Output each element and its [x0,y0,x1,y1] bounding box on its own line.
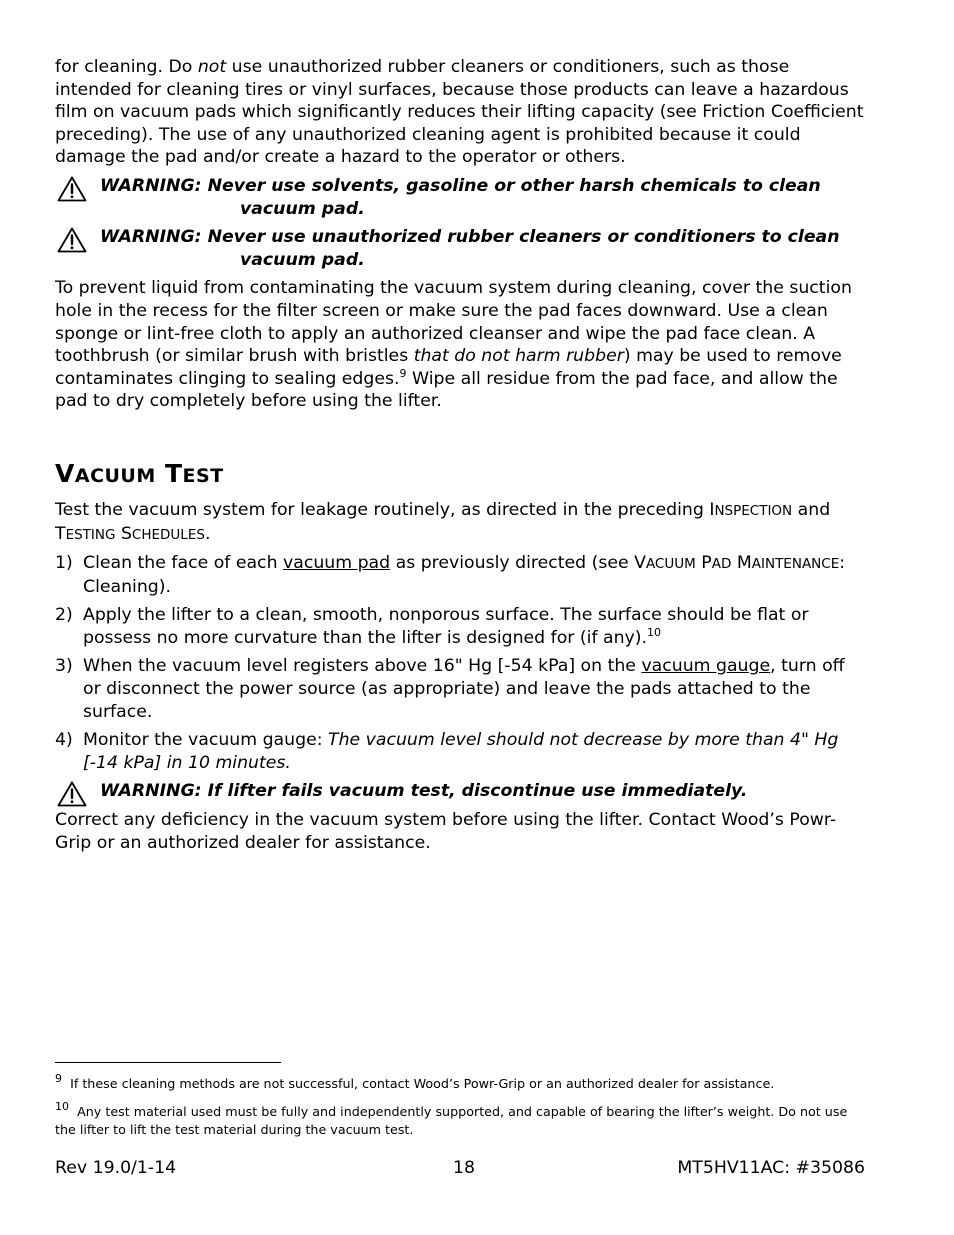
vacuum-pad-link[interactable]: vacuum pad [283,553,391,574]
intro-paragraph: for cleaning. Do not use unauthorized rubber cleaners or conditioners, such as those intended for cleaning tires or vinyl surfaces, because those products can leave a hazardous film on vacuum pads which significantly reduces their lifting capacity (see Friction Coefficient preceding). The use of any unauthorized cleaning agent is prohibited because it could damage the pad and/or create a hazard to the operator or others. [55,57,864,168]
page-number: 18 [453,1158,475,1178]
footnote-9: $^9$ If these cleaning methods are not successful, contact Wood’s Powr-Grip or an authorized dealer for assistance. [55,1072,775,1091]
list-item: 4) Monitor the vacuum gauge: The vacuum level should not decrease by more than 4" Hg [-14 kPa] in 10 minutes. [55,730,839,773]
test-steps-list [55,552,865,774]
warning-triangle-icon [57,781,87,807]
warning-triangle-icon [57,227,87,253]
cleaning-procedure-paragraph: To prevent liquid from contaminating the vacuum system during cleaning, cover the suction hole in the recess for the filter screen or make sure the pad faces downward. Use a clean sponge or lint-free cloth to apply an authorized cleanser and wipe the pad face clean. A toothbrush (or similar brush with bristles that do not harm rubber) may be used to remove contaminates clinging to sealing edges.$^9$ Wipe all residue from the pad face, and allow the pad to dry completely before using the lifter. [55,278,852,412]
model-number: MT5HV11AC: #35086 [677,1158,865,1178]
footnote-divider [55,1062,281,1063]
closing-paragraph: Correct any deficiency in the vacuum system before using the lifter. Contact Wood’s Powr-Grip or an authorized dealer for assistance. [55,810,837,853]
section-intro: Test the vacuum system for leakage routinely, as directed in the preceding INSPECTION and TESTING SCHEDULES. [55,499,831,544]
warning-vacuum-test-fail: WARNING: If lifter fails vacuum test, discontinue use immediately. [55,780,865,803]
warning-solvents: WARNING: Never use solvents, gasoline or other harsh chemicals to clean vacuum pad. [55,175,865,220]
revision-label: Rev 19.0/1-14 [55,1158,177,1178]
list-item: 3) When the vacuum level registers above 16" Hg [-54 kPa] on the vacuum gauge, turn off or disconnect the power source (as appropriate) and leave the pads attached to the surface. [55,656,845,722]
warning-rubber-cleaners: WARNING: Never use unauthorized rubber cleaners or conditioners to clean vacuum pad. [55,226,865,271]
section-title-vacuum-test: VACUUM TEST [55,458,224,488]
page-body [55,56,865,854]
list-item: 1) Clean the face of each vacuum pad as previously directed (see VACUUM PAD MAINTENANCE: Cleaning). [55,553,846,597]
footnote-ref-10[interactable]: 10 [647,625,662,639]
list-item: 2) Apply the lifter to a clean, smooth, nonporous surface. The surface should be flat or possess no more curvature than the lifter is designed for (if any).$^{10}$ [55,605,809,648]
footnote-ref-9[interactable]: 9 [399,366,407,380]
vacuum-gauge-link[interactable]: vacuum gauge [641,656,771,677]
warning-triangle-icon [57,176,87,202]
footnote-10: $^{10}$ Any test material used must be fully and independently supported, and capable of bearing the lifter’s weight. Do not use the lifter to lift the test material during the vacuum test. [55,1100,848,1137]
